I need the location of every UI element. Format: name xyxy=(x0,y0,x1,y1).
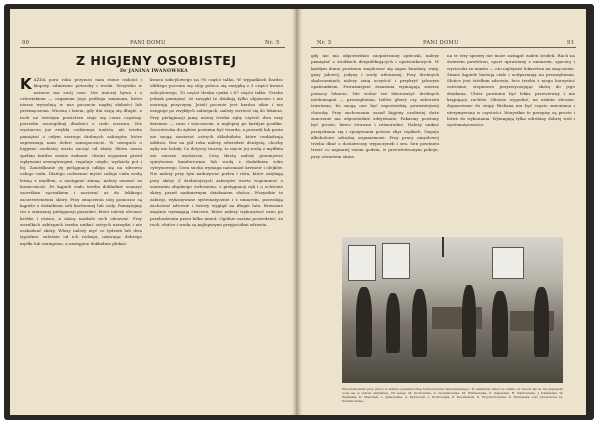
photo-window xyxy=(382,243,410,279)
book-gutter xyxy=(292,9,302,415)
photo-window xyxy=(348,245,376,281)
article-byline: Dr JANINA IWANOWSKA xyxy=(120,69,188,74)
right-column-1: gdy nie ma odpowiednio zaopatrzonej apteczki, należy pamiętać o środkach dezynfekujących i opatrunkowych. W każdym domu powinien znajdować się zapas bandaży, waty, gazy jałowej, jodyny i wody utlenionej. Przy drobnych skaleczeniach należy ranę oczyścić i przykryć jałowym opatrunkiem. Poważniejsze zranienia wymagają zawsze pomocy lekarza. Nie wolno też lekceważyć drobnych niedomagań — przeziębienia, bólów głowy czy zaburzeń trawienia, bo mogą one być zapowiedzią poważniejszej choroby. Przy zachowaniu zasad higjeny osobistej duże znaczenie ma odpowiednie odżywianie. Pokarmy powinny być proste, łatwo strawne i różnorodne. Należy unikać przejadania się i spożywania potraw zbyt ciężkich. Napoje alkoholowe szkodzą organizmowi. Przy pracy umysłowej trzeba dbać o dostateczny wypoczynek i sen. Sen powinien trwać co najmniej osiem godzin, w przewietrzonym pokoju, przy otwartem oknie. xyxy=(311,53,439,159)
left-column-1-text: AŻDA pora roku przynosi nam różne radości i kłopoty, odmienne potrzeby i troski. Wszystko w naturze ma swój czas. Nie inaczej bywa i z człowiekiem — organizm jego podlega zmianom, które nieraz wywołują w nas poczucie nagłej słabości lub przemęczenia. Wiosną i latem, gdy dni stają się długie, a ruch na świeżym powietrzu staje się coraz częstszy, potrzeba szczególnej dbałości o ciało wzrasta. Nie wystarcza już zwykła codzienna toaleta, ale trzeba pamiętać o całym szeregu drobnych zabiegów, które zapewniają nam dobre samopoczucie. W uwagach o higjenie osobistej warto zacząć od skóry. Skóra nasza spełnia bardzo ważne zadanie: chroni organizm przed wpływami zewnętrznymi, reguluje ciepło, wydziela pot i łój. Zaniedbanie jej pielęgnacji odbija się na zdrowiu całego ciała. Dlatego codzienne mycie całego ciała wodą letnią z mydłem, a następnie zimną, należy uważać za konieczność. Po kąpieli ciało trzeba dokładnie osuszyć szorstkim ręcznikiem i nacierać aż do lekkiego zaczerwienienia skóry. Przy zmęczeniu nóg pomocne są kąpiele z dodatkiem soli kuchennej lub sody. Pamiętajmy też o starannej pielęgnacji paznokci, które należy obcinać krótko i równo, a skórę naokoło nich odsuwać. Przy wszelkich zabiegach trzeba unikać ostrych narzędzi i nie uszkadzać skóry. Włosy należy myć co tydzień lub dwa tygodnie, zależnie od ich rodzaju, używając dobrego mydła lub szamponu, a następnie dokładnie płukać. xyxy=(20,77,142,246)
photo-figure xyxy=(462,285,476,357)
right-page-issue: Nr. 5 xyxy=(317,40,332,46)
article-title: Z HIGJENY OSOBISTEJ xyxy=(76,53,237,68)
photo-figure xyxy=(492,291,508,357)
header-rule xyxy=(20,47,285,48)
header-rule xyxy=(311,47,576,48)
photo-figure xyxy=(534,287,549,357)
photo-caption: Przedszkolanki przy pracy w klinice pediatrycznej Uniwersytetu Warszawskiego. W zakładzie dzieci w wieku od trzech lat do lat piętnastu uczą się w szkole szpitalnej. Od lewej: M. Kozłowska, A. Nowakowska, M. Wiśniewska, Z. Gajewska, H. Dąbrowska, J. Kamińska, W. Zielińska, K. Mazurek, L. Jankowska, A. Krawczyk, I. Piotrowska, Z. Kaczmarek, E. Wojciechowska, Z. Michalska oraz przełożona St. Kwiatkowska. xyxy=(342,387,563,404)
left-page-magazine-title: PANI DOMU xyxy=(130,40,166,46)
left-page xyxy=(10,9,295,415)
photo-figure xyxy=(356,287,372,357)
article-photo xyxy=(342,237,563,383)
photo-lamp xyxy=(442,237,444,257)
photo-figure xyxy=(386,293,400,353)
photo-figure xyxy=(412,289,427,357)
left-column-2: kwasu salicylowego na 90 części talku. W wypadkach bardzo obfitego pocenia się stóp poleca się zasypkę z 3 części kwasu salicylowego, 10 części tlenku cynku i 87 części talku. Trzeba jednak pamiętać, że zasypki te działają tylko objawowo i nie usuwają przyczyny. Jeżeli pocenie jest bardzo silne i nie ustępuje po zwykłych zabiegach, należy zwrócić się do lekarza. Przy pielęgnacji jamy ustnej trzeba zęby czyścić dwa razy dziennie — rano i wieczorem, a najlepiej po każdym posiłku. Szczoteczka do zębów powinna być twarda, a proszek lub pasta nie mogą zawierać ostrych składników, które uszkadzają szkliwo. Raz na pół roku należy odwiedzić dentystę, choćby zęby nie bolały. Co dotyczy twarzy, to mycie jej wodą z mydłem nie zawsze wystarcza. Cerę tłustą należy przemywać spirytusem kamforowym lub wodą z dodatkiem soku cytrynowego. Cera sucha wymaga natomiast kremów i olejków. Nie należy przy tym nadużywać pudru i różu, które zatykają pory skóry. Z drobniejszych zabiegów warto wspomnieć o usuwaniu zbędnego owłosienia, o pielęgnacji rąk i o ochronie skóry przed nadmiernym działaniem słońca. Wszystkie te zabiegi, wykonywane systematycznie i z umiarem, pozwalają zachować zdrowie i świeży wygląd na długie lata. Brzuszne mięśnie wymagają ćwiczeń, które należy wykonywać rano po przebudzeniu przez kilka minut. Ogólnie można powiedzieć, że ruch, słońce i woda są najlepszymi przyjaciółmi zdrowia. xyxy=(150,77,283,227)
drop-cap: K xyxy=(20,77,32,93)
left-page-issue: Nr. 5 xyxy=(265,40,280,46)
right-page-number: 91 xyxy=(567,40,575,46)
right-page-magazine-title: PANI DOMU xyxy=(423,40,459,46)
left-page-number: 90 xyxy=(22,40,30,46)
left-column-1 xyxy=(20,77,142,405)
photo-window xyxy=(492,247,524,279)
right-page xyxy=(299,9,586,415)
right-column-2: na te trzy sprawy nie może zastąpić żaden środek. Ruch na świeżem powietrzu, sport uprawiany z umiarem, spacery i wycieczki za miasto — oto najlepsze lekarstwa na zmęczenie. Zimne kąpiele hartują ciało i uodparniają na przeziębienia. Słońce jest źródłem zdrowia, lecz trzeba z niego korzystać ostrożnie, stopniowo przyzwyczajając skórę do jego działania. Ubiór powinien być lekki, przewiewny i nie krępujący ruchów. Obuwie wygodne, na niskim obcasie, dopasowane do stopy. Bielizna ma być często zmieniana i utrzymywana w czystości. Wszystkie te przepisy są proste i łatwe do wykonania. Wymagają tylko odrobiny dobrej woli i systematyczności. xyxy=(447,53,575,128)
